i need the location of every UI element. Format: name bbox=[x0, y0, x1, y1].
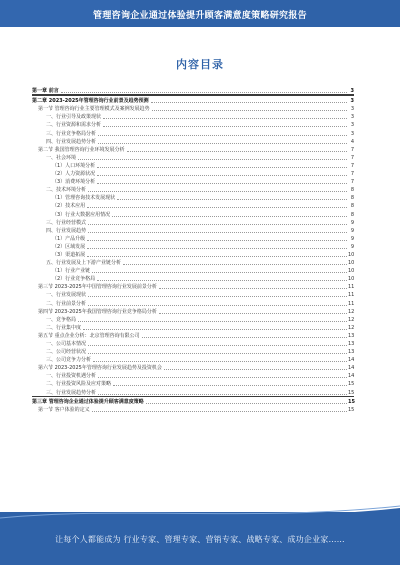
toc-leader-dots bbox=[97, 279, 347, 281]
toc-entry[interactable] bbox=[32, 315, 354, 323]
toc-leader-dots bbox=[88, 352, 347, 354]
toc-leader-dots bbox=[87, 206, 347, 208]
toc-entry-label: 二、技术环境分析 bbox=[46, 187, 87, 194]
toc-entry-label: （2）人力资源状况 bbox=[52, 171, 96, 178]
toc-entry[interactable] bbox=[32, 405, 354, 413]
toc-leader-dots bbox=[123, 263, 347, 265]
toc-page-number: 14 bbox=[348, 373, 355, 380]
toc-page-number: 4 bbox=[350, 138, 354, 145]
toc-page-number: 15 bbox=[348, 381, 355, 388]
toc-leader-dots bbox=[88, 190, 347, 192]
toc-leader-dots bbox=[103, 117, 347, 119]
toc-leader-dots bbox=[98, 376, 347, 378]
toc-entry-label: 二、行业前景分析 bbox=[46, 300, 87, 307]
toc-entry-label: 三、行业经营模式 bbox=[46, 219, 87, 226]
toc-entry-label: 二、行业集中度 bbox=[46, 324, 82, 331]
toc-page-number: 3 bbox=[350, 130, 354, 137]
footer-wave bbox=[0, 504, 400, 520]
toc-leader-dots bbox=[88, 223, 347, 225]
toc-entry-label: 二、公司经营状况 bbox=[46, 349, 87, 356]
toc-leader-dots bbox=[92, 410, 347, 412]
toc-leader-dots bbox=[88, 295, 347, 297]
toc-page-number: 3 bbox=[350, 122, 354, 129]
toc-leader-dots bbox=[93, 360, 347, 362]
toc-entry-label: 第二节 我国管理咨询行业环境发展分析 bbox=[38, 146, 125, 153]
toc-entry-label: 第一节 管理咨询行业主要管理模式及案例发展趋势 bbox=[38, 106, 150, 113]
toc-entry[interactable] bbox=[32, 234, 354, 242]
toc-entry[interactable] bbox=[32, 347, 354, 355]
toc-leader-dots bbox=[127, 150, 347, 152]
toc-leader-dots bbox=[97, 166, 347, 168]
toc-entry-label: 第一章 前言 bbox=[32, 88, 59, 95]
toc-leader-dots bbox=[98, 142, 347, 144]
toc-entry-label: 一、社会环境 bbox=[46, 154, 77, 161]
toc-page-number: 7 bbox=[350, 146, 354, 153]
toc-entry[interactable] bbox=[32, 387, 354, 395]
toc-entry-label: 一、竞争格局 bbox=[46, 316, 77, 323]
toc-leader-dots bbox=[78, 158, 347, 160]
toc-leader-dots bbox=[98, 393, 347, 395]
toc-entry-label: （2）技术应用 bbox=[52, 203, 86, 210]
toc-leader-dots bbox=[61, 91, 347, 93]
top-banner bbox=[0, 0, 400, 27]
toc-entry[interactable] bbox=[32, 339, 354, 347]
toc-entry[interactable] bbox=[32, 120, 354, 128]
toc-page-number: 14 bbox=[348, 357, 355, 364]
toc-entry[interactable] bbox=[32, 177, 354, 185]
toc-entry-label: 第四节 2023-2025年我国管理咨询行业竞争格局分析 bbox=[38, 308, 157, 315]
toc-entry-label: 第六节 2023-2025年管理咨询行业发展趋势及投资机会 bbox=[38, 365, 162, 372]
toc-entry[interactable] bbox=[32, 185, 354, 193]
toc-entry[interactable] bbox=[32, 104, 354, 112]
toc-leader-dots bbox=[88, 231, 347, 233]
toc-entry[interactable] bbox=[32, 218, 354, 226]
toc-entry[interactable] bbox=[32, 290, 354, 298]
toc-leader-dots bbox=[159, 312, 347, 314]
toc-entry[interactable] bbox=[32, 96, 354, 104]
toc-leader-dots bbox=[88, 304, 347, 306]
toc-entry[interactable] bbox=[32, 282, 354, 290]
toc-entry[interactable] bbox=[32, 137, 354, 145]
toc-entry-label: 二、行业投资风险及应对策略 bbox=[46, 381, 112, 388]
toc-page-number: 10 bbox=[348, 251, 355, 258]
toc-entry[interactable] bbox=[32, 128, 354, 136]
toc-entry-label: 二、行业资源和需求分析 bbox=[46, 122, 102, 129]
toc-page-number: 8 bbox=[350, 203, 354, 210]
toc-page-number: 10 bbox=[348, 268, 355, 275]
toc-page-number: 9 bbox=[350, 227, 354, 234]
toc-leader-dots bbox=[92, 271, 347, 273]
toc-leader-dots bbox=[87, 239, 347, 241]
toc-entry-label: 四、行业发展趋势 bbox=[46, 227, 87, 234]
toc-entry[interactable] bbox=[32, 86, 354, 94]
toc-page-number: 8 bbox=[350, 195, 354, 202]
toc-entry[interactable] bbox=[32, 258, 354, 266]
toc-entry[interactable] bbox=[32, 250, 354, 258]
toc-page-number: 7 bbox=[350, 162, 354, 169]
toc-page-number: 3 bbox=[350, 106, 354, 113]
toc-leader-dots bbox=[103, 125, 347, 127]
table-of-contents bbox=[32, 86, 354, 413]
toc-leader-dots bbox=[152, 109, 347, 111]
toc-entry[interactable] bbox=[32, 331, 354, 339]
toc-entry-label: 一、行业投资机遇分析 bbox=[46, 373, 97, 380]
toc-entry-label: （1）产品升级 bbox=[52, 235, 86, 242]
toc-leader-dots bbox=[113, 384, 347, 386]
toc-page-number: 3 bbox=[350, 88, 354, 95]
toc-entry-label: 一、行业发展现状 bbox=[46, 292, 87, 299]
toc-leader-dots bbox=[117, 198, 347, 200]
footer-banner bbox=[0, 512, 400, 565]
toc-leader-dots bbox=[159, 287, 347, 289]
toc-leader-dots bbox=[83, 328, 347, 330]
toc-leader-dots bbox=[88, 344, 347, 346]
toc-page-number: 15 bbox=[348, 398, 355, 405]
toc-heading: 内容目录 bbox=[176, 58, 224, 71]
toc-page-number: 11 bbox=[348, 284, 355, 291]
toc-page-number: 12 bbox=[348, 324, 355, 331]
toc-page-number: 13 bbox=[348, 349, 355, 356]
toc-entry-label: （3）渠道拓展 bbox=[52, 251, 86, 258]
report-title: 管理咨询企业通过体验提升顾客满意度策略研究报告 bbox=[93, 11, 307, 21]
toc-entry[interactable] bbox=[32, 169, 354, 177]
toc-page-number: 11 bbox=[348, 300, 355, 307]
toc-page-number: 13 bbox=[348, 341, 355, 347]
toc-page-number: 7 bbox=[350, 154, 354, 161]
toc-page-number: 12 bbox=[348, 308, 355, 315]
toc-entry-label: 第一节 客户体验的定义 bbox=[38, 406, 90, 413]
toc-entry-label: 三、行业竞争格局分析 bbox=[46, 130, 97, 137]
toc-entry[interactable] bbox=[32, 274, 354, 282]
toc-entry[interactable] bbox=[32, 266, 354, 274]
toc-entry-label: （1）管理咨询技术发展现状 bbox=[52, 195, 116, 202]
toc-entry[interactable] bbox=[32, 209, 354, 217]
toc-leader-dots bbox=[87, 255, 347, 257]
toc-entry[interactable] bbox=[32, 371, 354, 379]
toc-entry[interactable] bbox=[32, 226, 354, 234]
toc-entry-label: 三、行业发展趋势分析 bbox=[46, 389, 97, 396]
toc-page-number: 15 bbox=[348, 389, 355, 396]
toc-entry-label: 四、行业发展趋势分析 bbox=[46, 138, 97, 145]
toc-entry[interactable] bbox=[32, 307, 354, 315]
toc-entry[interactable] bbox=[32, 397, 354, 405]
toc-entry-label: 第二章 2023-2025年管理咨询行业前景及趋势预测 bbox=[32, 98, 149, 105]
toc-page-number: 3 bbox=[350, 114, 354, 121]
toc-page-number: 14 bbox=[348, 365, 355, 372]
toc-leader-dots bbox=[97, 174, 347, 176]
toc-entry-label: 第五节 重点企业分析：北京管理咨询有限公司 bbox=[38, 332, 140, 339]
toc-entry-label: （2）区域发展 bbox=[52, 243, 86, 250]
toc-leader-dots bbox=[164, 368, 347, 370]
toc-entry-label: 一、公司基本情况 bbox=[46, 341, 87, 347]
toc-page-number: 12 bbox=[348, 316, 355, 323]
toc-page-number: 8 bbox=[350, 187, 354, 194]
toc-entry[interactable] bbox=[32, 153, 354, 161]
toc-entry-label: （1）行业产业链 bbox=[52, 268, 91, 275]
footer-slogan: 让每个人都能成为 行业专家、管理专家、营销专家、战略专家、成功企业家…… bbox=[55, 535, 345, 544]
toc-entry[interactable] bbox=[32, 355, 354, 363]
toc-entry[interactable] bbox=[32, 201, 354, 209]
toc-page-number: 10 bbox=[348, 276, 355, 283]
toc-entry[interactable] bbox=[32, 323, 354, 331]
toc-leader-dots bbox=[98, 134, 347, 136]
toc-page-number: 3 bbox=[350, 98, 354, 105]
toc-entry-label: （1）人口环境分析 bbox=[52, 162, 96, 169]
toc-page-number: 9 bbox=[350, 219, 354, 226]
toc-entry[interactable] bbox=[32, 161, 354, 169]
toc-page-number: 13 bbox=[348, 332, 355, 339]
toc-entry-label: 第三节 2023-2025年中国管理咨询行业发展前景分析 bbox=[38, 284, 157, 291]
toc-entry[interactable] bbox=[32, 363, 354, 371]
toc-entry-label: 三、公司竞争力分析 bbox=[46, 357, 92, 364]
toc-entry-label: 第三章 管理咨询企业通过体验提升顾客满意度策略 bbox=[32, 398, 144, 405]
toc-page-number: 7 bbox=[350, 179, 354, 186]
toc-entry[interactable] bbox=[32, 379, 354, 387]
toc-page-number: 9 bbox=[350, 243, 354, 250]
toc-entry[interactable] bbox=[32, 242, 354, 250]
toc-entry[interactable] bbox=[32, 145, 354, 153]
toc-entry[interactable] bbox=[32, 193, 354, 201]
toc-entry[interactable] bbox=[32, 298, 354, 306]
toc-leader-dots bbox=[87, 247, 347, 249]
toc-page-number: 9 bbox=[350, 235, 354, 242]
toc-entry-label: 一、行业引导及政策现状 bbox=[46, 114, 102, 121]
toc-leader-dots bbox=[151, 101, 347, 103]
toc-leader-dots bbox=[142, 336, 347, 338]
toc-leader-dots bbox=[112, 215, 347, 217]
toc-entry-label: 五、行业发展及上下游产业链分析 bbox=[46, 260, 122, 267]
toc-leader-dots bbox=[78, 320, 347, 322]
toc-page-number: 15 bbox=[348, 406, 355, 413]
toc-entry[interactable] bbox=[32, 112, 354, 120]
toc-entry-label: （3）消费环境分析 bbox=[52, 179, 96, 186]
toc-page-number: 10 bbox=[348, 260, 355, 267]
toc-leader-dots bbox=[97, 182, 347, 184]
toc-entry-label: （2）行业竞争格局 bbox=[52, 276, 96, 283]
toc-entry-label: （3）行业大数据应用情况 bbox=[52, 211, 111, 218]
toc-page-number: 11 bbox=[348, 292, 355, 299]
toc-leader-dots bbox=[146, 402, 347, 404]
toc-page-number: 8 bbox=[350, 211, 354, 218]
toc-page-number: 7 bbox=[350, 171, 354, 178]
